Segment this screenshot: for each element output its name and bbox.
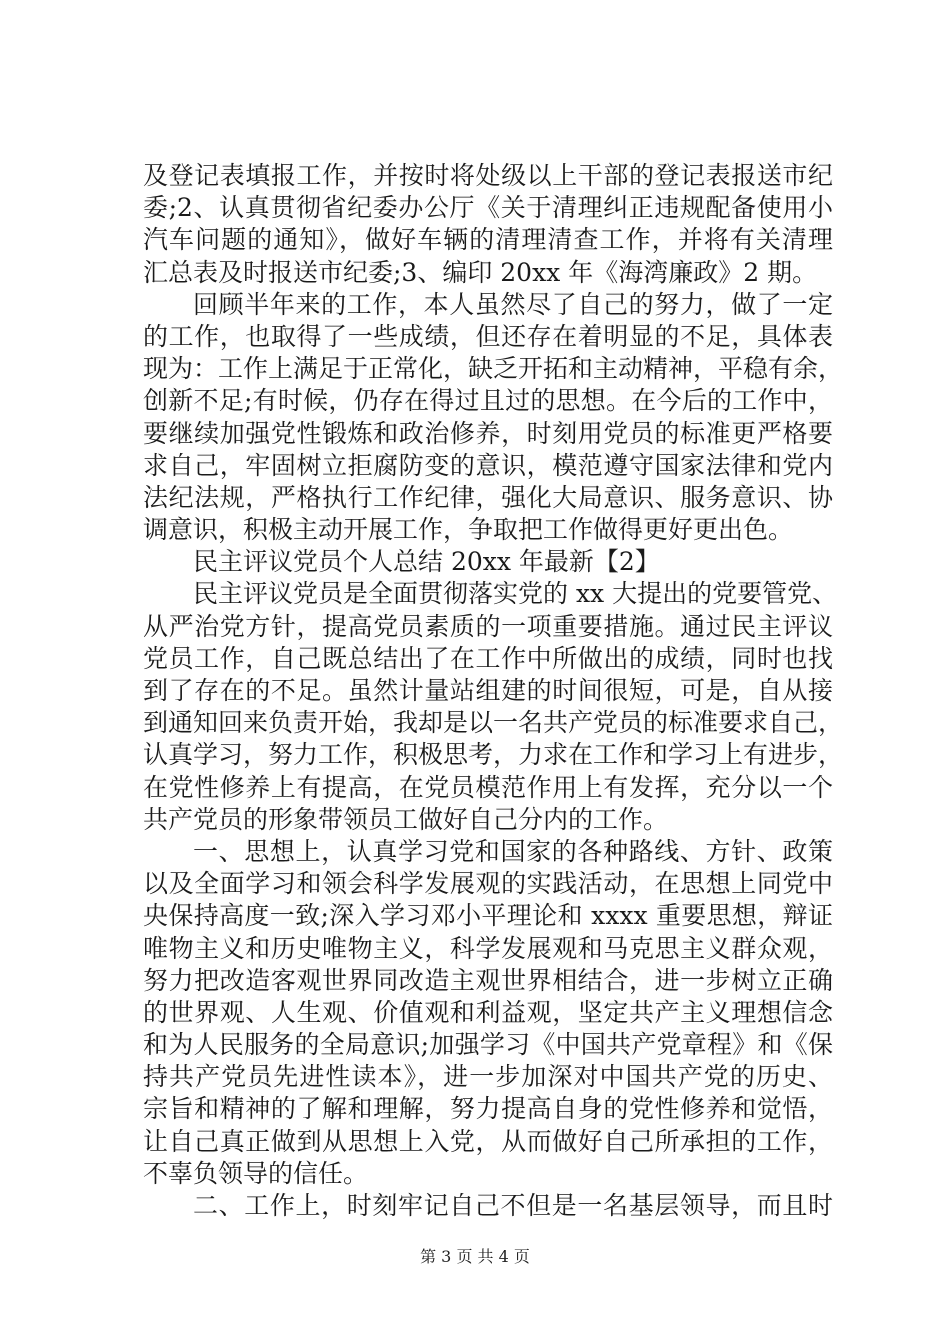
text-line: 汽车问题的通知》，做好车辆的清理清查工作，并将有关清理 [143, 225, 833, 255]
text-line: 民主评议党员是全面贯彻落实党的 xx 大提出的党要管党、 [193, 579, 838, 609]
text-line: 在党性修养上有提高，在党员模范作用上有发挥，充分以一个 [143, 772, 833, 802]
text-line: 的世界观、人生观、价值观和利益观，坚定共产主义理想信念 [143, 997, 833, 1027]
text-line: 努力把改造客观世界同改造主观世界相结合，进一步树立正确 [143, 965, 833, 995]
text-line: 到通知回来负责开始，我却是以一名共产党员的标准要求自己， [143, 708, 844, 738]
page-footer: 第 3 页 共 4 页 [420, 1247, 530, 1266]
text-line: 民主评议党员个人总结 20xx 年最新【2】 [193, 547, 660, 577]
text-line: 二、工作上，时刻牢记自己不但是一名基层领导，而且时 [193, 1191, 833, 1220]
text-line: 一、思想上，认真学习党和国家的各种路线、方针、政策 [193, 836, 833, 866]
text-line: 宗旨和精神的了解和理解，努力提高自身的党性修养和觉悟， [143, 1094, 833, 1124]
text-line: 让自己真正做到从思想上入党，从而做好自己所承担的工作， [143, 1126, 833, 1156]
text-line: 汇总表及时报送市纪委;3、编印 20xx 年《海湾廉政》2 期。 [143, 257, 818, 287]
text-line: 共产党员的形象带领员工做好自己分内的工作。 [143, 804, 669, 834]
text-line: 回顾半年来的工作，本人虽然尽了自己的努力，做了一定 [193, 289, 833, 319]
text-line: 法纪法规，严格执行工作纪律，强化大局意识、服务意识、协 [143, 482, 833, 512]
document-body [143, 160, 844, 1222]
text-line: 党员工作，自己既总结出了在工作中所做出的成绩，同时也找 [143, 643, 833, 673]
text-line: 唯物主义和历史唯物主义，科学发展观和马克思主义群众观， [143, 933, 833, 963]
text-line: 的工作，也取得了一些成绩，但还存在着明显的不足，具体表 [143, 321, 833, 351]
text-line: 到了存在的不足。虽然计量站组建的时间很短，可是，自从接 [143, 676, 833, 705]
text-line: 以及全面学习和领会科学发展观的实践活动，在思想上同党中 [143, 869, 833, 899]
text-line: 认真学习，努力工作，积极思考，力求在工作和学习上有进步， [143, 740, 844, 770]
text-line: 从严治党方针，提高党员素质的一项重要措施。通过民主评议 [143, 611, 833, 641]
text-line: 创新不足;有时候，仍存在得过且过的思想。在今后的工作中， [143, 386, 833, 416]
text-line: 及登记表填报工作，并按时将处级以上干部的登记表报送市纪 [143, 161, 833, 190]
text-line: 持共产党员先进性读本》，进一步加深对中国共产党的历史、 [143, 1062, 833, 1092]
text-line: 委;2、认真贯彻省纪委办公厅《关于清理纠正违规配备使用小 [143, 193, 833, 223]
text-line: 央保持高度一致;深入学习邓小平理论和 xxxx 重要思想，辩证 [143, 901, 833, 931]
text-line: 不辜负领导的信任。 [143, 1158, 369, 1188]
text-line: 要继续加强党性锻炼和政治修养，时刻用党员的标准更严格要 [143, 418, 833, 448]
text-line: 求自己，牢固树立拒腐防变的意识，模范遵守国家法律和党内 [143, 450, 833, 480]
text-line: 现为：工作上满足于正常化，缺乏开拓和主动精神，平稳有余， [143, 354, 844, 384]
text-line: 和为人民服务的全局意识;加强学习《中国共产党章程》和《保 [143, 1030, 833, 1060]
text-line: 调意识，积极主动开展工作，争取把工作做得更好更出色。 [143, 515, 794, 545]
